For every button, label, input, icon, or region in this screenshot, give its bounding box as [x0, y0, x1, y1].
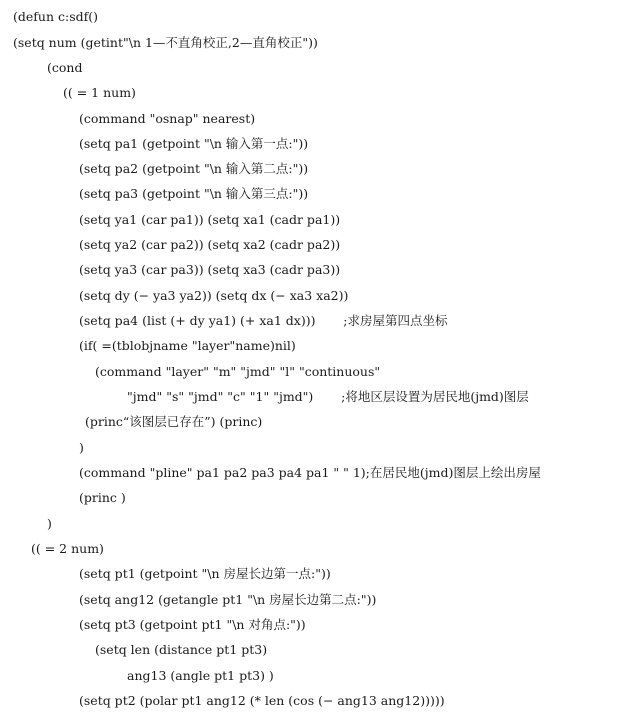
- code-line: (setq pt3 (getpoint pt1 "\n 对角点:")): [79, 617, 306, 632]
- code-line: (setq ya3 (car pa3)) (setq xa3 (cadr pa3)): [79, 262, 341, 277]
- code-line: "jmd" "s" "jmd" "c" "1" "jmd") ;将地区层设置为居民地(jmd)图层: [127, 389, 529, 404]
- code-line: (( = 2 num): [31, 541, 104, 556]
- code-line: (setq pa1 (getpoint "\n 输入第一点:")): [79, 136, 309, 151]
- code-line: (setq pt1 (getpoint "\n 房屋长边第一点:")): [79, 566, 331, 581]
- code-line: (setq len (distance pt1 pt3): [95, 642, 268, 657]
- code-line: (princ“该图层已存在”) (princ): [85, 414, 263, 429]
- code-line: (command "layer" "m" "jmd" "l" "continuous": [95, 364, 381, 379]
- code-line: (princ ): [79, 490, 126, 505]
- code-line: (setq ya2 (car pa2)) (setq xa2 (cadr pa2)): [79, 237, 341, 252]
- code-line: (( = 1 num): [63, 85, 136, 100]
- code-line: (defun c:sdf(): [13, 9, 98, 24]
- code-line: (if( =(tblobjname "layer"name)nil): [79, 338, 296, 353]
- code-line: (setq ang12 (getangle pt1 "\n 房屋长边第二点:")): [79, 592, 377, 607]
- code-line: ): [79, 440, 84, 455]
- code-line: (command "osnap" nearest): [79, 111, 256, 126]
- code-line: ang13 (angle pt1 pt3) ): [127, 668, 274, 683]
- code-line: (setq dy (− ya3 ya2)) (setq dx (− xa3 xa2)): [79, 288, 349, 303]
- code-line: (setq ya1 (car pa1)) (setq xa1 (cadr pa1)): [79, 212, 341, 227]
- code-line: (setq num (getint"\n 1—不直角校正,2—直角校正")): [13, 35, 318, 50]
- code-line: (command "pline" pa1 pa2 pa3 pa4 pa1 " " 1);在居民地(jmd)图层上绘出房屋: [79, 465, 541, 480]
- code-line: (setq pa2 (getpoint "\n 输入第二点:")): [79, 161, 309, 176]
- code-line: (cond: [47, 60, 83, 75]
- code-line: (setq pa4 (list (+ dy ya1) (+ xa1 dx))) ;求房屋第四点坐标: [79, 313, 448, 328]
- code-line: (setq pa3 (getpoint "\n 输入第三点:")): [79, 186, 309, 201]
- code-line: (setq pt2 (polar pt1 ang12 (* len (cos (− ang13 ang12))))): [79, 693, 445, 708]
- code-line: ): [47, 516, 52, 531]
